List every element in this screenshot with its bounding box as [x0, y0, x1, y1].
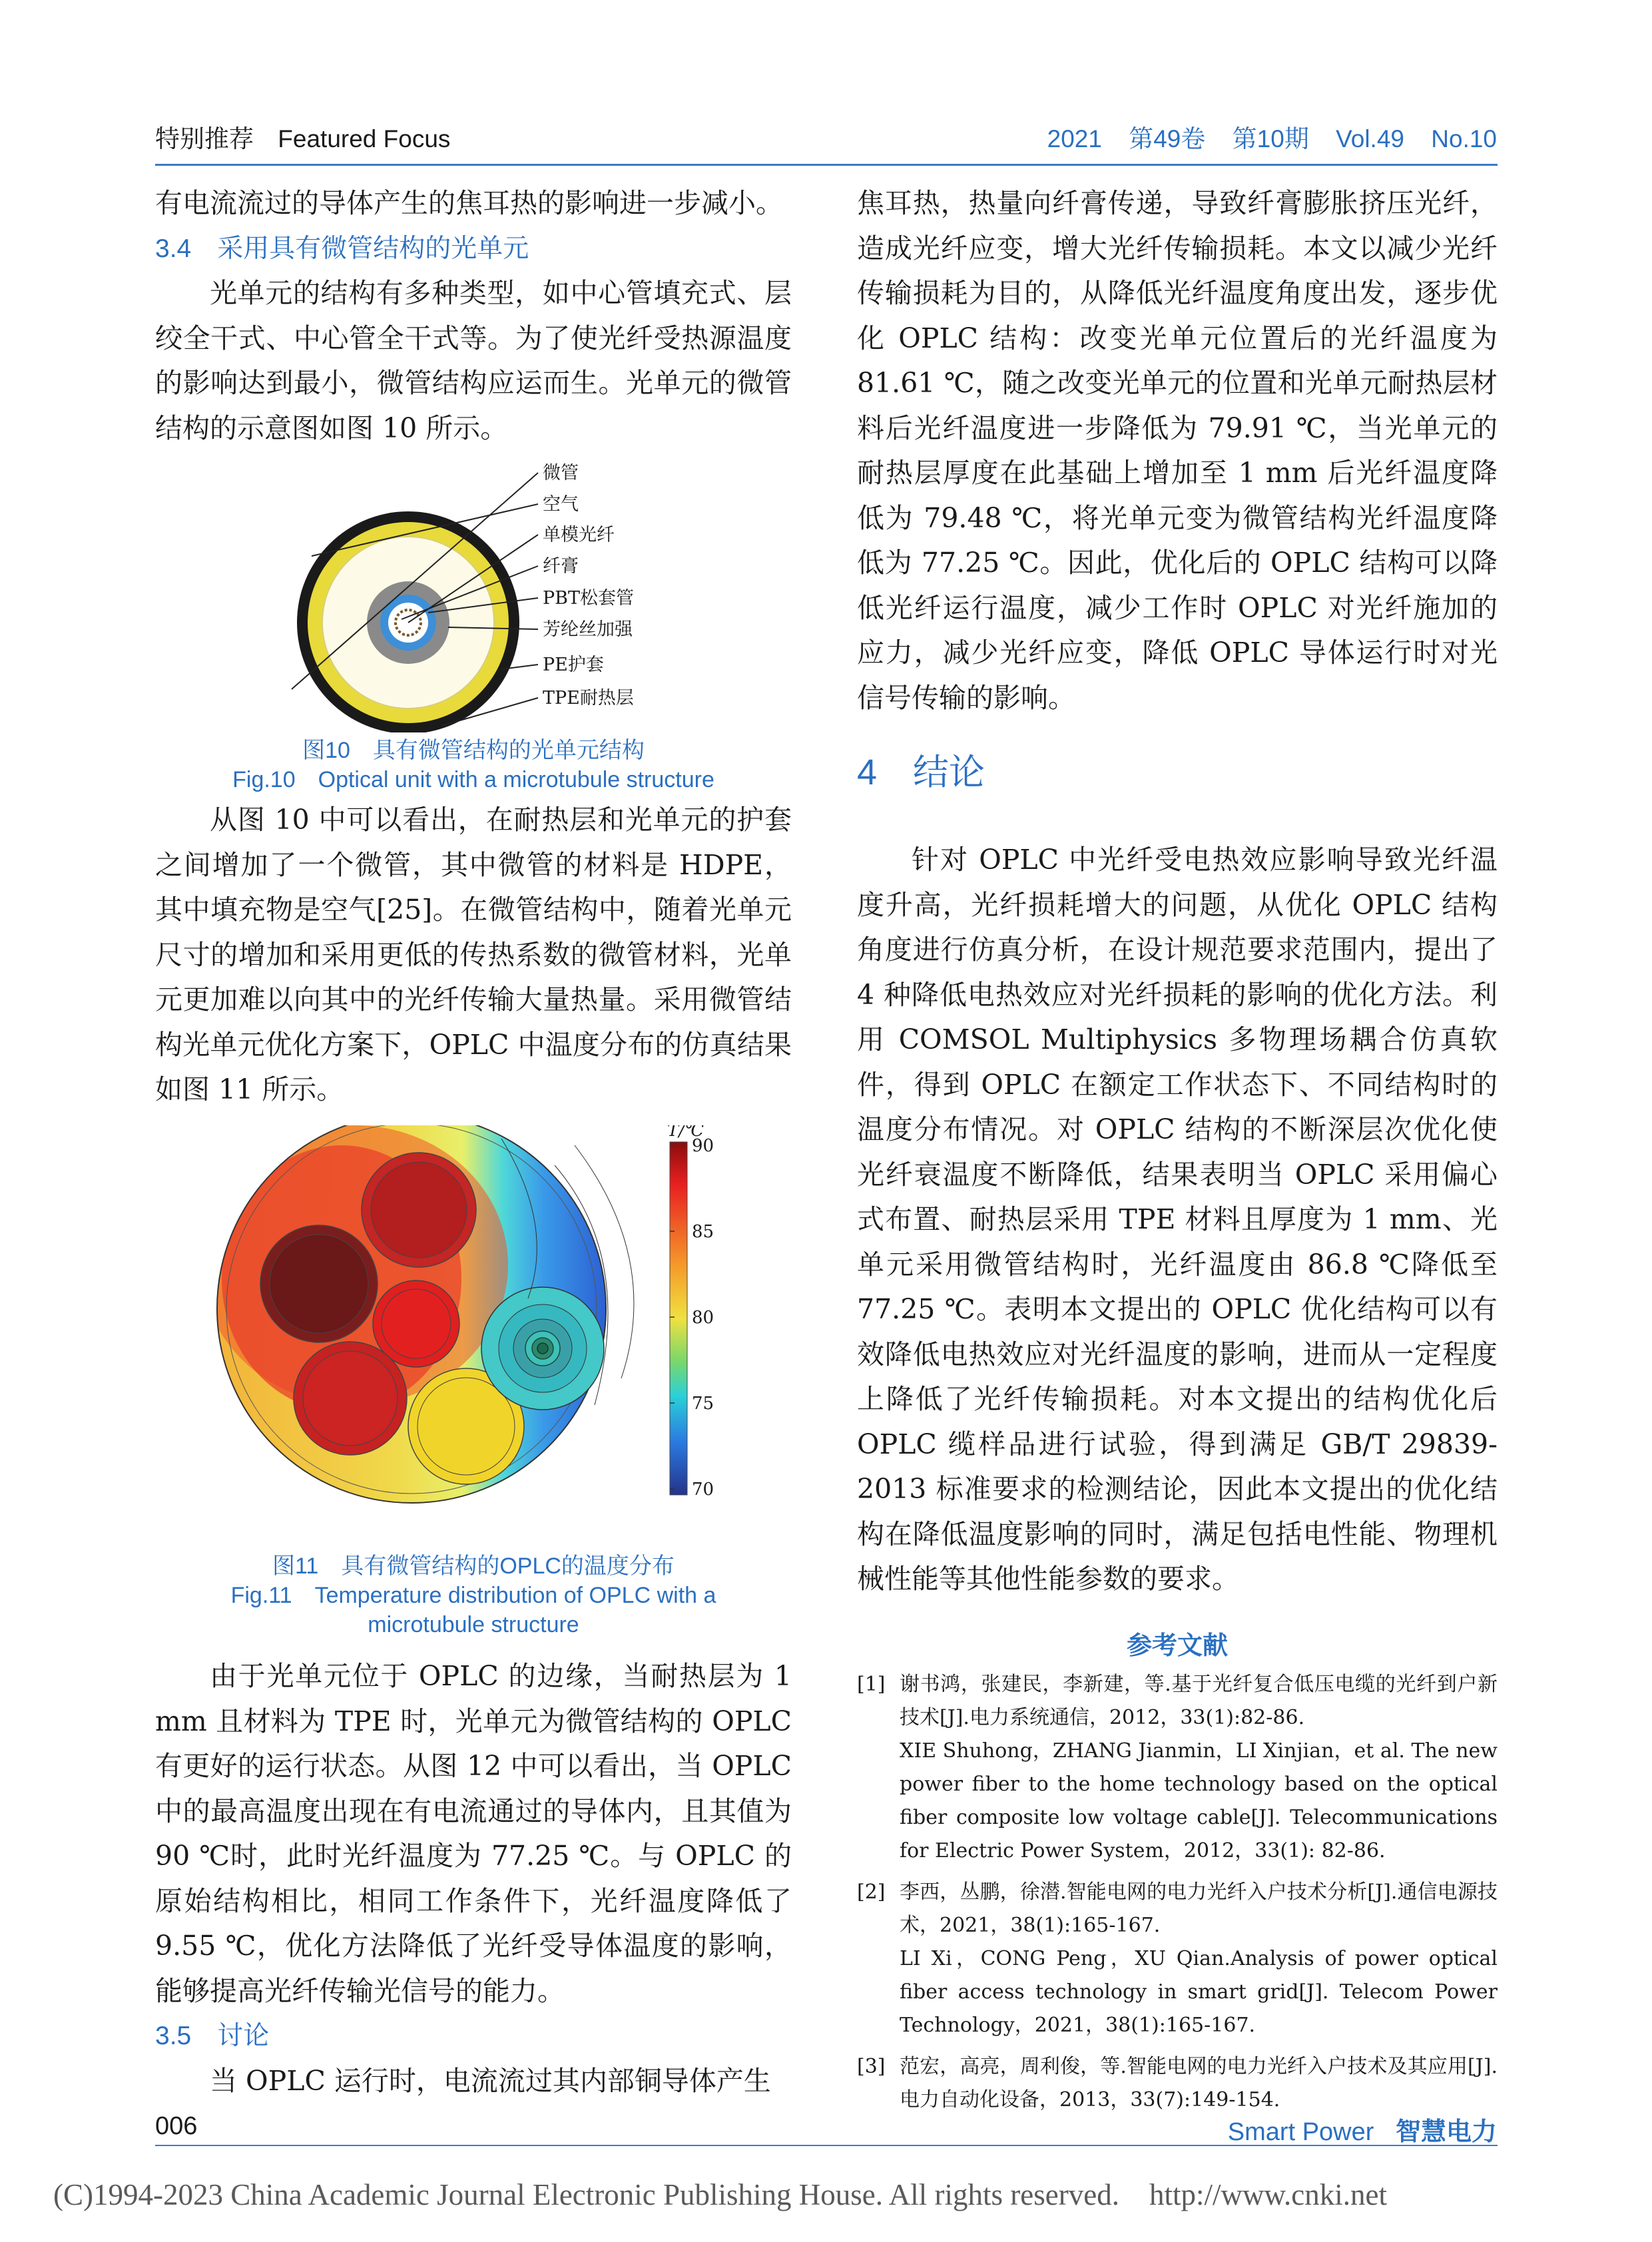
paragraph-3-5: 当 OPLC 运行时，电流流过其内部铜导体产生 — [210, 2064, 771, 2097]
paragraph-discussion-continued: 焦耳热，热量向纤膏传递，导致纤膏膨胀挤压光纤，造成光纤应变，增大光纤传输损耗。本文以减少光纤传输损耗为目的，从降低光纤温度角度出发，逐步优化 OPLC 结构：改变光单元位置后的光纤温度为 81.61 ℃，随之改变光单元的位置和光单元耐热层材料后光纤温度进一步降低为 79.91 ℃，当光单元的耐热层厚度在此基础上增加至 1 mm 后光纤温度降低为 79.48 ℃，将光单元变为微管结构光纤温度降低为 77.25 ℃。因此，优化后的 OPLC 结构可以降低光纤运行温度，减少工作时 OPLC 对光纤施加的应力，减少光纤应变，降低 OPLC 导体运行时对光信号传输的影响。 — [857, 187, 1498, 714]
issue-volume-en: Vol.49 — [1336, 125, 1404, 152]
label-tpe-layer: TPE耐热层 — [543, 688, 634, 708]
brand-chinese: 智慧电力 — [1395, 2118, 1497, 2146]
colorbar-tick-90: 90 — [692, 1136, 714, 1156]
figure-11-caption-en-line1: Fig.11 Temperature distribution of OPLC with a — [230, 1583, 716, 1608]
page-number: 006 — [155, 2112, 198, 2140]
left-column-bottom — [155, 1654, 792, 2103]
running-header-left — [155, 119, 450, 154]
figure-11-caption-cn: 图11 具有微管结构的OPLC的温度分布 — [272, 1553, 675, 1579]
section-label-en: Featured Focus — [278, 125, 451, 152]
right-column-top — [857, 181, 1498, 720]
figure-10-caption-cn: 图10 具有微管结构的光单元结构 — [302, 738, 645, 763]
colorbar-tick-80: 80 — [692, 1308, 714, 1328]
issue-info — [1047, 119, 1497, 154]
figure-11-caption-en-line2: microtubule structure — [368, 1612, 579, 1637]
references-heading: 参考文献 — [1126, 1632, 1228, 1660]
label-aramid: 芳纶丝加强 — [543, 619, 633, 640]
temperature-distribution-plot — [155, 1125, 792, 1525]
label-pe-sheath: PE护套 — [543, 655, 604, 675]
label-microtube: 微管 — [543, 463, 579, 483]
section-heading-3-4: 3.4 采用具有微管结构的光单元 — [155, 234, 529, 263]
paragraph-conclusion: 针对 OPLC 中光纤受电热效应影响导致光纤温度升高，光纤损耗增大的问题，从优化 OPLC 结构角度进行仿真分析，在设计规范要求范围内，提出了 4 种降低电热效应对光纤损耗的影响的优化方法。利用 COMSOL Multiphysics 多物理场耦合仿真软件，得到 OPLC 在额定工作状态下、不同结构时的温度分布情况。对 OPLC 结构的不断深层次优化使光纤衰温度不断降低，结果表明当 OPLC 采用偏心式布置、耐热层采用 TPE 材料且厚度为 1 mm、光单元采用微管结构时，光纤温度由 86.8 ℃降低至 77.25 ℃。表明本文提出的 OPLC 优化结构可以有效降低电热效应对光纤温度的影响，进而从一定程度上降低了光纤传输损耗。对本文提出的结构优化后 OPLC 缆样品进行试验，得到满足 GB/T 29839-2013 标准要求的检测结论，因此本文提出的优化结构在降低温度影响的同时，满足包括电性能、物理机械性能等其他性能参数的要求。 — [857, 844, 1498, 1595]
colorbar-tick-70: 70 — [692, 1480, 714, 1500]
paragraph-3-4-intro: 光单元的结构有多种类型，如中心管填充式、层绞全干式、中心管全干式等。为了使光纤受热源温度的影响达到最小，微管结构应运而生。光单元的微管结构的示意图如图 10 所示。 — [155, 277, 792, 444]
label-single-mode-fiber: 单模光纤 — [543, 525, 615, 545]
references-list — [857, 1668, 1498, 2117]
reference-1-cn: 谢书鸿，张建民，李新建，等.基于光纤复合低压电缆的光纤到户新技术[J].电力系统通信，2012，33(1):82-86. — [900, 1673, 1498, 1729]
reference-2-en: LI Xi，CONG Peng，XU Qian.Analysis of power optical fiber access technology in smart grid[J]. Telecom Power Technology，2021，38(1):165-167. — [900, 1947, 1498, 2037]
reference-3-number: [3] — [857, 2055, 886, 2078]
reference-2 — [857, 1876, 1498, 2042]
issue-volume-cn: 第49卷 — [1129, 125, 1206, 152]
section-label-cn: 特别推荐 — [155, 125, 254, 152]
label-fiber-paste: 纤膏 — [543, 556, 579, 577]
reference-1 — [857, 1668, 1498, 1868]
optical-unit-diagram — [155, 453, 792, 732]
left-column-top — [155, 181, 792, 451]
paragraph-fig10-discussion: 从图 10 中可以看出，在耐热层和光单元的护套之间增加了一个微管，其中微管的材料是 HDPE，其中填充物是空气[25]。在微管结构中，随着光单元尺寸的增加和采用更低的传热系数的微管材料，光单元更加难以向其中的光纤传输大量热量。采用微管结构光单元优化方案下，OPLC 中温度分布的仿真结果如图 11 所示。 — [155, 804, 792, 1105]
reference-2-number: [2] — [857, 1880, 886, 1904]
colorbar-tick-75: 75 — [692, 1394, 714, 1414]
label-pbt-tube: PBT松套管 — [543, 588, 635, 609]
figure-10-caption-en: Fig.10 Optical unit with a microtubule structure — [232, 767, 714, 792]
issue-number-cn: 第10期 — [1232, 125, 1309, 152]
right-column-conclusion — [857, 838, 1498, 1602]
journal-brand — [1228, 2111, 1497, 2147]
issue-year: 2021 — [1047, 125, 1102, 152]
reference-3 — [857, 2050, 1498, 2117]
colorbar-tick-85: 85 — [692, 1222, 714, 1242]
figure-11-caption — [155, 1551, 792, 1639]
paragraph-fig11-discussion: 由于光单元位于 OPLC 的边缘，当耐热层为 1 mm 且材料为 TPE 时，光单元为微管结构的 OPLC 有更好的运行状态。从图 12 中可以看出，当 OPLC 中的最高温度出现在有电流通过的导体内，且其值为 90 ℃时，此时光纤温度为 77.25 ℃。与 OPLC 的原始结构相比，相同工作条件下，光纤温度降低了 9.55 ℃，优化方法降低了光纤受导体温度的影响，能够提高光纤传输光信号的能力。 — [155, 1660, 792, 2007]
figure-11 — [155, 1125, 792, 1525]
issue-number-en: No.10 — [1431, 125, 1497, 152]
reference-2-cn: 李西，丛鹏，徐潜.智能电网的电力光纤入户技术分析[J].通信电源技术，2021，38(1):165-167. — [900, 1880, 1498, 1937]
reference-3-cn: 范宏，高亮，周利俊，等.智能电网的电力光纤入户技术及其应用[J].电力自动化设备，2013，33(7):149-154. — [900, 2055, 1498, 2111]
reference-1-number: [1] — [857, 1673, 886, 1696]
brand-english: Smart Power — [1227, 2118, 1374, 2146]
section-heading-4: 4 结论 — [857, 752, 985, 792]
colorbar-title: T/℃ — [667, 1125, 704, 1141]
copyright-notice: (C)1994-2023 China Academic Journal Electronic Publishing House. All rights reserved. http://www.cnki.net — [53, 2178, 1387, 2211]
header-rule — [155, 164, 1498, 166]
paragraph-continued: 有电流流过的导体产生的焦耳热的影响进一步减小。 — [155, 187, 783, 219]
figure-10-caption — [155, 736, 792, 794]
reference-1-en: XIE Shuhong，ZHANG Jianmin，LI Xinjian，et al. The new power fiber to the home technology based on the optical fiber composite low voltage cable[J]. Telecommunications for Electric Power System，2012，33(1): 82-86. — [900, 1739, 1498, 1862]
figure-10 — [155, 453, 792, 732]
label-air: 空气 — [543, 494, 579, 515]
section-heading-3-5: 3.5 讨论 — [155, 2022, 270, 2050]
left-column-mid — [155, 798, 792, 1113]
